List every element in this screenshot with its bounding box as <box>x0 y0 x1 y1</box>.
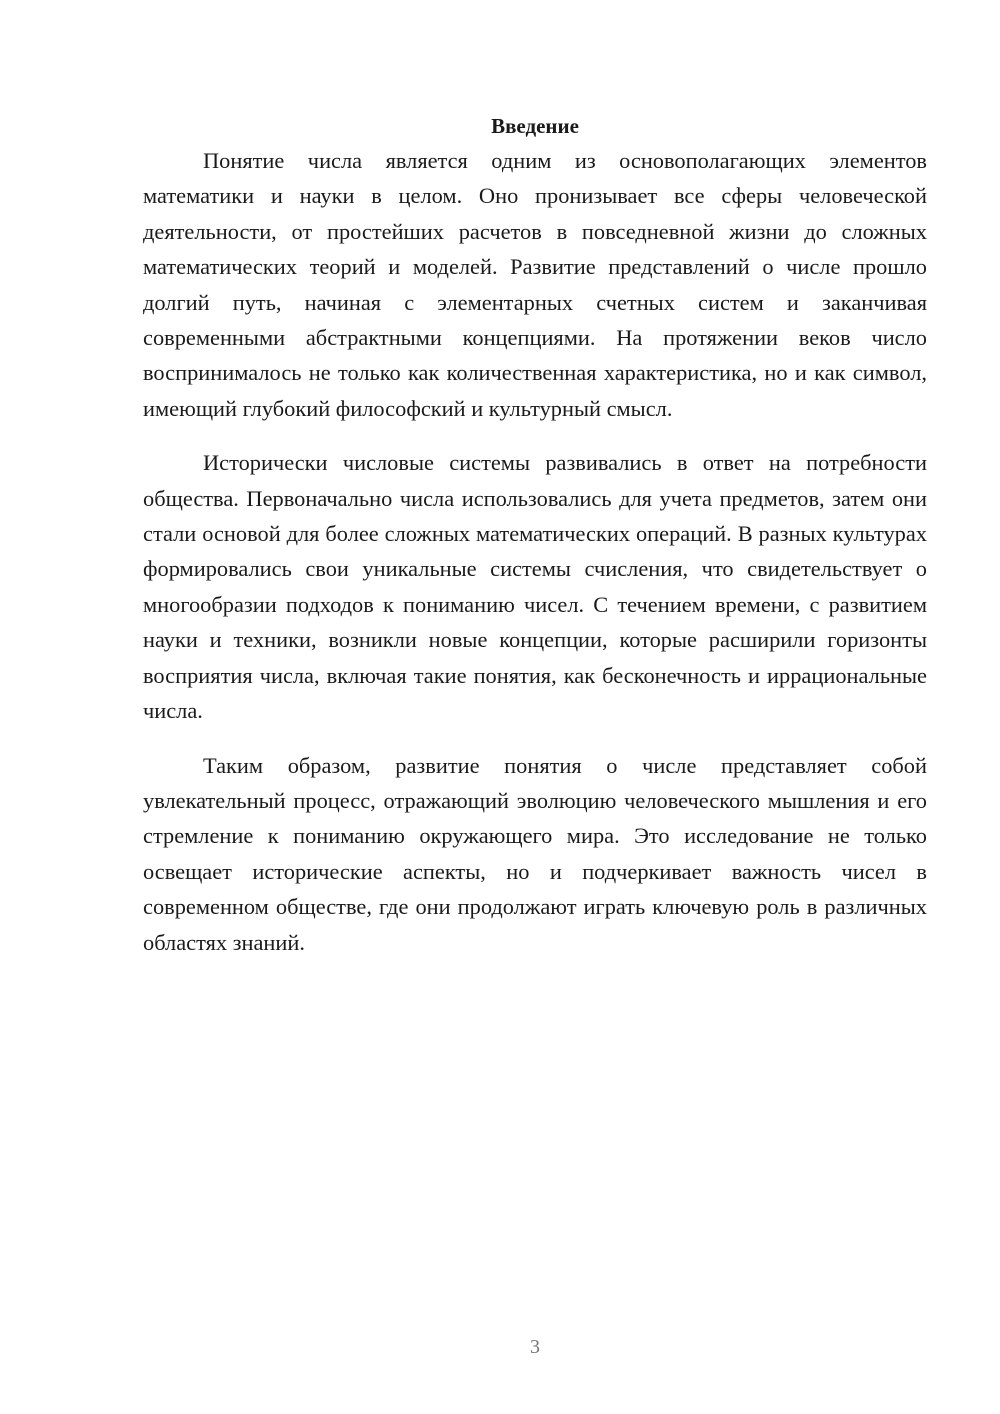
page-number: 3 <box>530 1336 540 1358</box>
section-heading: Введение <box>491 114 579 139</box>
paragraph-2: Исторически числовые системы развивались в ответ на потребности общества. Первоначально числа использовались для учета предметов, затем они стали основой для более сложных математических операций. В разных культурах формировались свои уникальные системы счисления, что свидетельствует о многообразии подходов к пониманию чисел. С течением времени, с развитием науки и техники, возникли новые концепции, которые расширили горизонты восприятия числа, включая такие понятия, как бесконечность и иррациональные числа. <box>143 450 927 724</box>
paragraph-3: Таким образом, развитие понятия о числе представляет собой увлекательный процесс, отражающий эволюцию человеческого мышления и его стремление к пониманию окружающего мира. Это исследование не только освещает исторические аспекты, но и подчеркивает важность чисел в современном обществе, где они продолжают играть ключевую роль в различных областях знаний. <box>143 752 927 955</box>
paragraph-1: Понятие числа является одним из основополагающих элементов математики и науки в целом. Оно пронизывает все сферы человеческой деятельности, от простейших расчетов в повседневной жизни до сложных математических теорий и моделей. Развитие представлений о числе прошло долгий путь, начиная с элементарных счетных систем и заканчивая современными абстрактными концепциями. На протяжении веков число воспринималось не только как количественная характеристика, но и как символ, имеющий глубокий философский и культурный смысл. <box>143 148 927 421</box>
body-text <box>143 143 927 979</box>
